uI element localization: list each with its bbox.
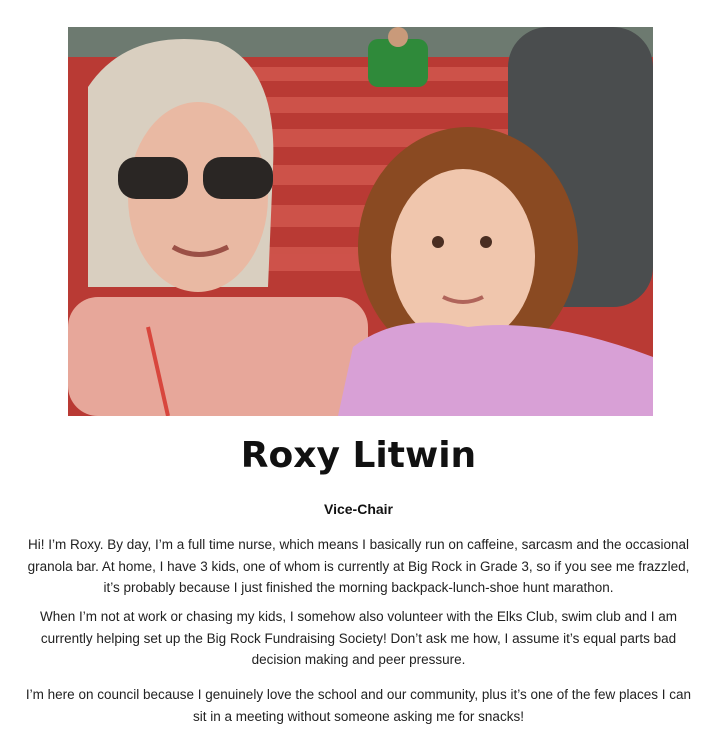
- profile-photo-illustration: [68, 27, 653, 416]
- sunglasses-right-lens: [203, 157, 273, 199]
- profile-photo: [68, 27, 653, 416]
- bio-paragraph-3: I’m here on council because I genuinely love the school and our community, plus it’s one of the few places I can sit in a meeting without someone asking me for snacks!: [25, 687, 692, 724]
- sunglasses-left-lens: [118, 157, 188, 199]
- bio-paragraph-2: When I’m not at work or chasing my kids, I somehow also volunteer with the Elks Club, swim club and I am currently helping set up the Big Rock Fundraising Society! Don’t ask me how, I assume it’s equal parts bad decision making and peer pressure.: [39, 609, 677, 667]
- child-face: [391, 169, 535, 345]
- member-role: Vice-Chair: [324, 501, 393, 517]
- adult-hoodie: [68, 297, 368, 416]
- bio-paragraph-1: Hi! I’m Roxy. By day, I’m a full time nurse, which means I basically run on caffeine, sarcasm and the occasional granola bar. At home, I have 3 kids, one of whom is currently at Big Rock in Grade 3, so if you see me frazzled, it’s probably because I just finished the morning backpack-lunch-shoe hunt marathon.: [27, 537, 690, 595]
- member-name: Roxy Litwin: [240, 435, 477, 476]
